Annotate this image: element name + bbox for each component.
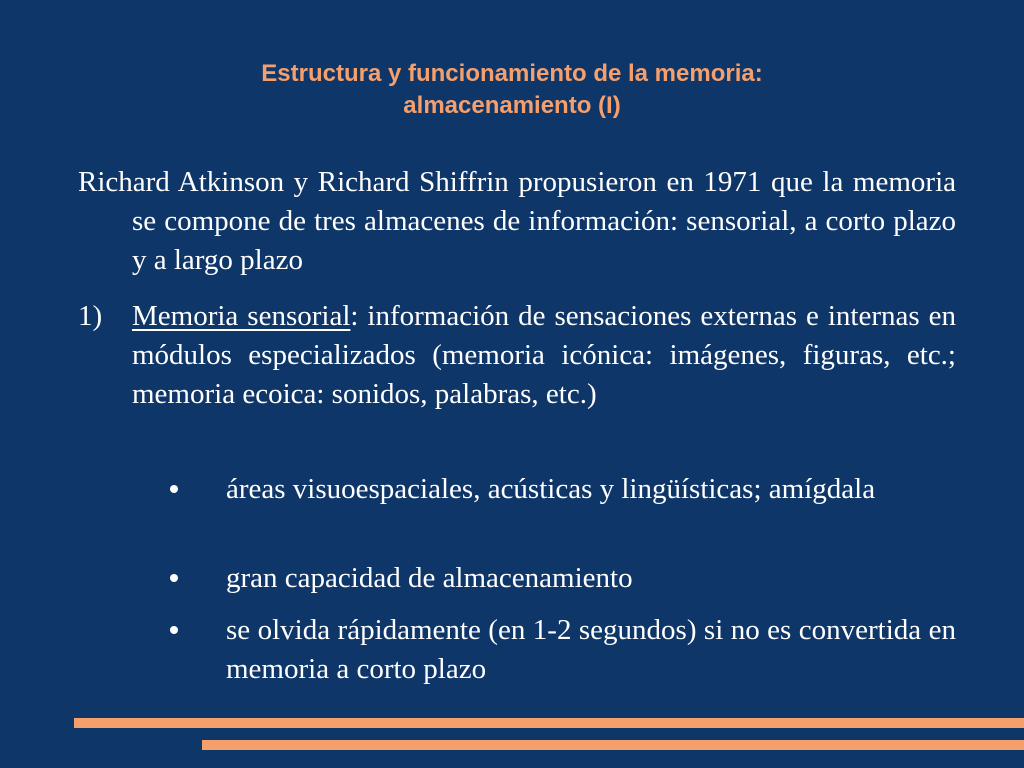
item-term: Memoria sensorial [132,300,351,332]
bullet-dot-icon [170,574,178,582]
item-number: 1) [78,300,103,332]
bullet-text: se olvida rápidamente (en 1-2 segundos) si no es convertida en memoria a corto plazo [226,614,956,685]
slide-title [0,58,1024,122]
item-text [132,297,956,414]
bullet-dot-icon [170,485,178,493]
decorative-bar-top [74,718,1024,728]
item-description: : información de sensaciones externas e internas en módulos especializados (memoria icónica: imágenes, figuras, etc.; memoria ecoica: sonidos, palabras, etc.) [132,300,956,410]
intro-paragraph: Richard Atkinson y Richard Shiffrin propusieron en 1971 que la memoria se compone de tres almacenes de información: sensorial, a corto plazo y a largo plazo [78,166,956,276]
bullet-text: áreas visuoespaciales, acústicas y lingüísticas; amígdala [226,473,876,505]
slide-title-line-2: almacenamiento (I) [403,92,621,119]
bullet-dot-icon [170,626,178,634]
slide-title-line-1: Estructura y funcionamiento de la memoria: [261,60,763,87]
bullet-text: gran capacidad de almacenamiento [226,562,633,594]
decorative-bar-bottom [202,740,1024,750]
